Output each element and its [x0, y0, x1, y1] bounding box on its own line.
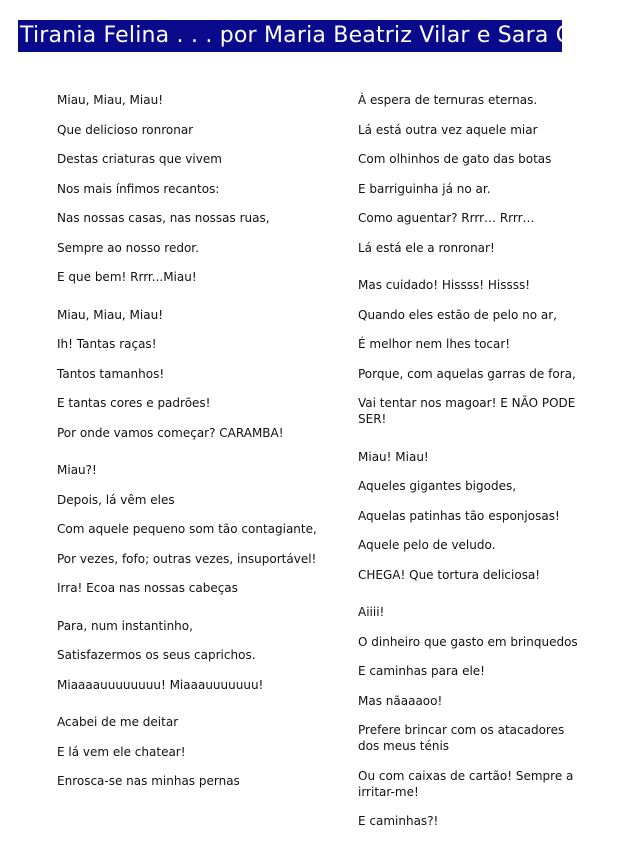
- poem-line: Porque, com aquelas garras de fora,: [358, 366, 576, 381]
- poem-stanza: [57, 714, 327, 789]
- poem-line: E caminhas para ele!: [358, 664, 485, 678]
- poem-line: Com olhinhos de gato das botas: [358, 152, 552, 166]
- poem-line: E caminhas?!: [358, 814, 439, 828]
- poem-line: E que bem! Rrrr...Miau!: [57, 270, 197, 284]
- poem-line: Aqueles gigantes bigodes,: [358, 479, 517, 493]
- poem-line: Miau, Miau, Miau!: [57, 93, 164, 107]
- poem-line: Irra! Ecoa nas nossas cabeças: [57, 581, 238, 595]
- page-title: Tirania Felina . . . por Maria Beatriz Vilar e Sara Oliveir: [18, 20, 562, 52]
- poem-line: Vai tentar nos magoar! E NÃO PODE SER!: [358, 396, 576, 426]
- poem-stanza: [358, 92, 586, 256]
- poem-line: Ou com caixas de cartão! Sempre a irritar-me!: [358, 768, 574, 799]
- poem-line: Acabei de me deitar: [57, 715, 179, 729]
- stanza-gap: [57, 706, 327, 714]
- poem-line: Sempre ao nosso redor.: [57, 240, 199, 255]
- stanza-gap: [57, 299, 327, 307]
- poem-line: Por onde vamos começar? CARAMBA!: [57, 425, 284, 440]
- poem-line: Lá está ele a ronronar!: [358, 240, 495, 255]
- poem-line: Como aguentar? Rrrr… Rrrr…: [358, 211, 535, 225]
- poem-line: Enrosca-se nas minhas pernas: [57, 774, 240, 788]
- poem-line: CHEGA! Que tortura deliciosa!: [358, 567, 541, 582]
- poem-line: Com aquele pequeno som tão contagiante,: [57, 522, 317, 536]
- poem-line: Lá está outra vez aquele miar: [358, 122, 538, 137]
- poem-stanza: [358, 277, 586, 427]
- stanza-gap: [358, 441, 586, 449]
- poem-line: À espera de ternuras eternas.: [358, 93, 538, 107]
- poem-line: Para, num instantinho,: [57, 618, 193, 633]
- stanza-gap: [358, 269, 586, 277]
- poem-line: Aquele pelo de veludo.: [358, 538, 496, 552]
- poem-stanza: [358, 604, 586, 829]
- poem-line: Que delicioso ronronar: [57, 122, 194, 137]
- poem-stanza: [57, 92, 327, 285]
- stanza-gap: [57, 610, 327, 618]
- poem-line: Miaaaauuuuuuuu! Miaaauuuuuuu!: [57, 677, 264, 692]
- poem-line: Nos mais ínfimos recantos:: [57, 181, 220, 196]
- poem-line: Miau! Miau!: [358, 449, 429, 464]
- poem-line: E lá vem ele chatear!: [57, 744, 186, 759]
- poem-line: E tantas cores e padrões!: [57, 396, 211, 410]
- poem-line: Mas nãaaaoo!: [358, 693, 443, 708]
- poem-line: Nas nossas casas, nas nossas ruas,: [57, 211, 270, 225]
- poem-stanza: [57, 462, 327, 596]
- poem-line: Aquelas patinhas tão esponjosas!: [358, 508, 560, 523]
- poem-line: Destas criaturas que vivem: [57, 152, 222, 166]
- poem-line: Miau?!: [57, 463, 97, 477]
- poem-stanza: [358, 449, 586, 583]
- poem-column-left: [57, 92, 327, 803]
- poem-line: Satisfazermos os seus caprichos.: [57, 648, 256, 662]
- poem-line: O dinheiro que gasto em brinquedos: [358, 634, 578, 649]
- poem-line: Tantos tamanhos!: [57, 366, 165, 381]
- poem-line: Mas cuidado! Hissss! Hissss!: [358, 278, 531, 292]
- poem-line: Quando eles estão de pelo no ar,: [358, 307, 557, 322]
- poem-line: Por vezes, fofo; outras vezes, insuportável!: [57, 551, 317, 566]
- poem-line: É melhor nem lhes tocar!: [358, 337, 511, 351]
- poem-line: Ih! Tantas raças!: [57, 337, 157, 351]
- poem-stanza: [57, 618, 327, 693]
- poem-line: Depois, lá vêm eles: [57, 492, 175, 507]
- poem-line: Miau, Miau, Miau!: [57, 307, 164, 322]
- poem-column-right: [358, 92, 586, 843]
- poem-line: Prefere brincar com os atacadores dos meus ténis: [358, 723, 565, 753]
- stanza-gap: [57, 454, 327, 462]
- poem-stanza: [57, 307, 327, 441]
- poem-line: E barriguinha já no ar.: [358, 181, 491, 196]
- stanza-gap: [358, 596, 586, 604]
- poem-line: Aiiii!: [358, 605, 385, 619]
